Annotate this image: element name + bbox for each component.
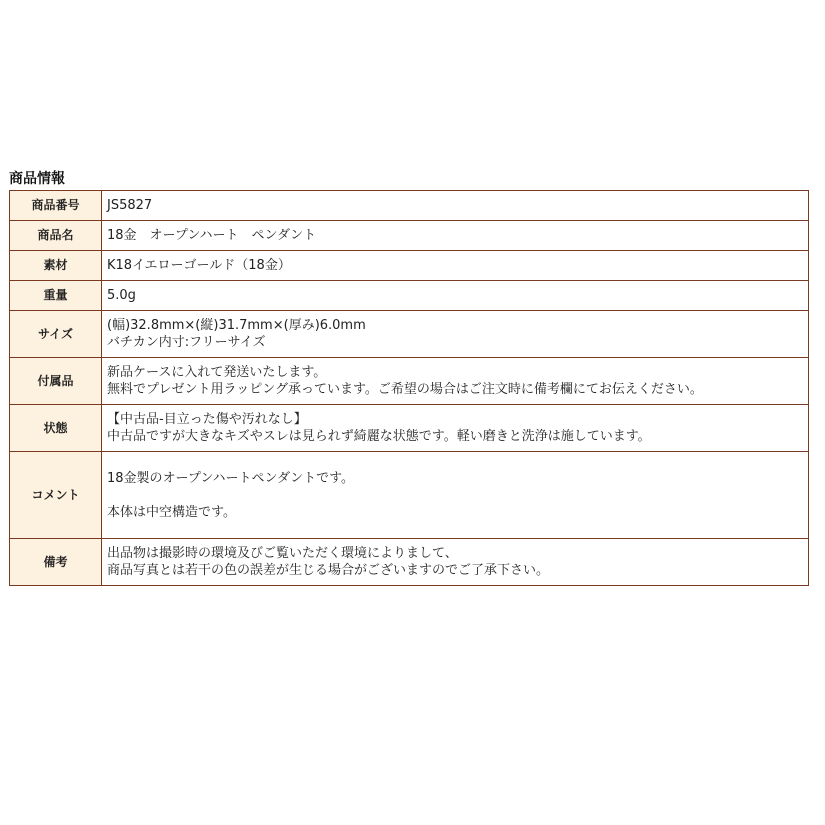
value-accessories [102, 358, 809, 405]
value-line: K18イエローゴールド（18金） [107, 258, 291, 273]
value-line: (幅)32.8mm×(縦)31.7mm×(厚み)6.0mm [107, 318, 366, 333]
value-line: 【中古品-目立った傷や汚れなし】 [107, 412, 307, 427]
value-size [102, 311, 809, 358]
value-line: 18金製のオープンハートペンダントです。 [107, 470, 355, 486]
value-line: バチカン内寸:フリーサイズ [107, 335, 266, 350]
section-title: 商品情報 [9, 171, 65, 187]
label-product-name: 商品名 [10, 221, 102, 251]
value-product-number [102, 191, 809, 221]
value-product-name [102, 221, 809, 251]
row-size [10, 311, 809, 358]
value-notes [102, 539, 809, 586]
row-product-number [10, 191, 809, 221]
blank-line [107, 487, 804, 504]
value-line: 無料でプレゼント用ラッピング承っています。ご希望の場合はご注文時に備考欄にてお伝えください。 [107, 382, 703, 397]
label-product-number: 商品番号 [10, 191, 102, 221]
value-line: JS5827 [107, 198, 153, 213]
row-product-name [10, 221, 809, 251]
value-line: 18金 オープンハート ペンダント [107, 228, 317, 243]
value-weight [102, 281, 809, 311]
value-material [102, 251, 809, 281]
label-notes: 備考 [10, 539, 102, 586]
row-accessories [10, 358, 809, 405]
label-condition: 状態 [10, 405, 102, 452]
value-line: 5.0g [107, 288, 136, 303]
value-line: 中古品ですが大きなキズやスレは見られず綺麗な状態です。軽い磨きと洗浄は施しています。 [107, 429, 651, 444]
value-line: 本体は中空構造です。 [107, 504, 236, 520]
value-condition [102, 405, 809, 452]
row-material [10, 251, 809, 281]
value-comment [102, 452, 809, 539]
row-weight [10, 281, 809, 311]
row-condition [10, 405, 809, 452]
value-line: 新品ケースに入れて発送いたします。 [107, 365, 327, 380]
label-comment: コメント [10, 452, 102, 539]
row-notes [10, 539, 809, 586]
value-line: 商品写真とは若干の色の誤差が生じる場合がございますのでご了承下さい。 [107, 563, 550, 578]
value-line: 出品物は撮影時の環境及びご覧いただく環境によりまして、 [107, 546, 458, 561]
label-weight: 重量 [10, 281, 102, 311]
label-material: 素材 [10, 251, 102, 281]
product-info-table [9, 190, 809, 586]
label-size: サイズ [10, 311, 102, 358]
label-accessories: 付属品 [10, 358, 102, 405]
row-comment [10, 452, 809, 539]
